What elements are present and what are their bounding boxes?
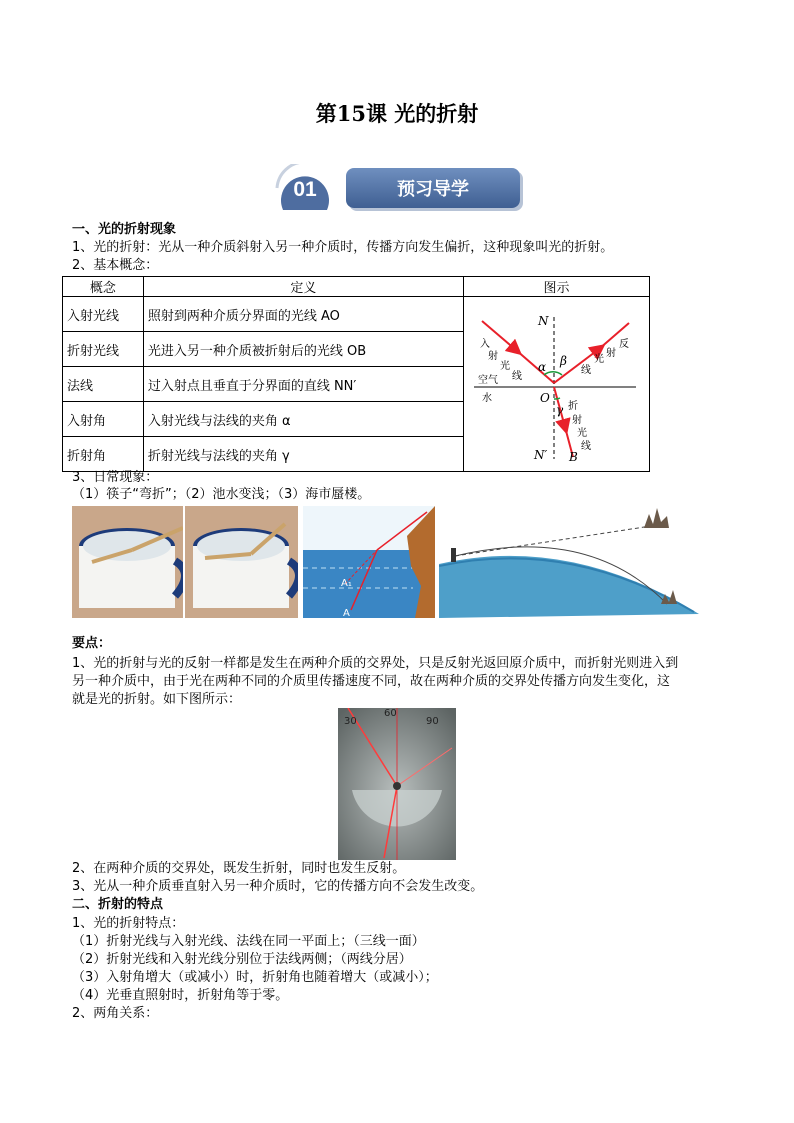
reflected-char: 线 [581,365,591,376]
concept-cell: 入射角 [63,402,144,437]
feature-2: （2）折射光线和入射光线分别位于法线两侧；（两线分居） [72,952,412,967]
keypoint1-line3: 就是光的折射。如下图所示： [72,692,242,707]
label-alpha: α [538,360,547,374]
feature-3: （3）入射角增大（或减小）时，折射角也随着增大（或减小）； [72,970,438,985]
incident-char: 线 [512,371,522,382]
refracted-char: 线 [581,441,591,452]
page-title: 第15课 光的折射 [315,101,479,126]
pool-label-a: A [343,608,350,618]
keypoint1-line2: 另一种介质中，由于光在两种不同的介质里传播速度不同，故在两种介质的交界处传播方向发生变化，这 [72,674,671,689]
refraction-definition: 1、光的折射：光从一种介质斜射入另一种介质时，传播方向发生偏折，这种现象叫光的折射。 [72,240,614,255]
reflected-char: 反 [619,339,629,350]
section-banner [346,168,520,208]
incident-char: 入 [480,339,490,350]
reflected-char: 射 [606,348,616,359]
section1-heading: 一、光的折射现象 [72,222,177,237]
protractor-mark: 90 [426,716,439,727]
table-row [63,297,650,332]
label-n: N [538,314,549,328]
incident-char: 射 [488,351,498,362]
keypoint2: 2、在两种介质的交界处，既发生折射，同时也发生反射。 [72,861,406,876]
table-header: 图示 [464,277,650,297]
mug-photo-2 [185,506,298,618]
label-gamma: γ [556,403,564,417]
feature-1: （1）折射光线与入射光线、法线在同一平面上；（三线一面） [72,934,425,949]
refracted-char: 光 [577,428,587,439]
mirage-diagram [439,504,699,618]
definition-cell: 光进入另一种介质被折射后的光线 OB [143,332,463,367]
badge-number: 01 [293,178,317,201]
keypoints-heading: 要点： [72,636,112,651]
table-header: 定义 [143,277,463,297]
feature-4: （4）光垂直照射时，折射角等于零。 [72,988,289,1003]
refraction-diagram [464,299,649,469]
reflected-char: 光 [594,354,604,365]
banner-label: 预习导学 [397,179,469,200]
label-o: O [540,391,550,405]
definition-cell: 照射到两种介质分界面的光线 AO [143,297,463,332]
definition-cell: 入射光线与法线的夹角 α [143,402,463,437]
refracted-char: 射 [572,415,582,426]
diagram-cell [464,297,650,472]
daily-phenomena-label: 3、日常现象： [72,470,159,485]
refraction-features-label: 1、光的折射特点： [72,916,185,931]
concept-cell: 折射角 [63,437,144,472]
concept-cell: 入射光线 [63,297,144,332]
protractor-mark: 60 [384,708,397,719]
incident-char: 光 [500,361,510,372]
pool-shallow-diagram [303,506,435,618]
keypoint1-line1: 1、光的折射与光的反射一样都是发生在两种介质的交界处，只是反射光返回原介质中，而折射光则进入到 [72,656,679,671]
definition-cell: 过入射点且垂直于分界面的直线 NN′ [143,367,463,402]
concept-table [62,276,650,472]
angle-relation-label: 2、两角关系： [72,1006,159,1021]
label-b: B [569,450,578,464]
definition-cell: 折射光线与法线的夹角 γ [143,437,463,472]
concept-cell: 折射光线 [63,332,144,367]
label-n-prime: N′ [534,448,548,462]
concept-cell: 法线 [63,367,144,402]
mug-photo-1 [72,506,183,618]
section-number-badge [275,164,335,214]
label-beta: β [560,354,567,368]
keypoint3: 3、光从一种介质垂直射入另一种介质时，它的传播方向不会发生改变。 [72,879,484,894]
protractor-mark: 30 [344,716,357,727]
pool-label-a1: A₁ [341,578,352,589]
table-header: 概念 [63,277,144,297]
basic-concepts-label: 2、基本概念： [72,258,159,273]
label-air: 空气 [478,375,498,386]
label-water: 水 [482,393,492,404]
daily-phenomena-list: （1）筷子“弯折”；（2）池水变浅；（3）海市蜃楼。 [72,487,371,502]
protractor-photo [338,708,456,860]
refracted-char: 折 [568,401,578,412]
section2-heading: 二、折射的特点 [72,897,164,912]
